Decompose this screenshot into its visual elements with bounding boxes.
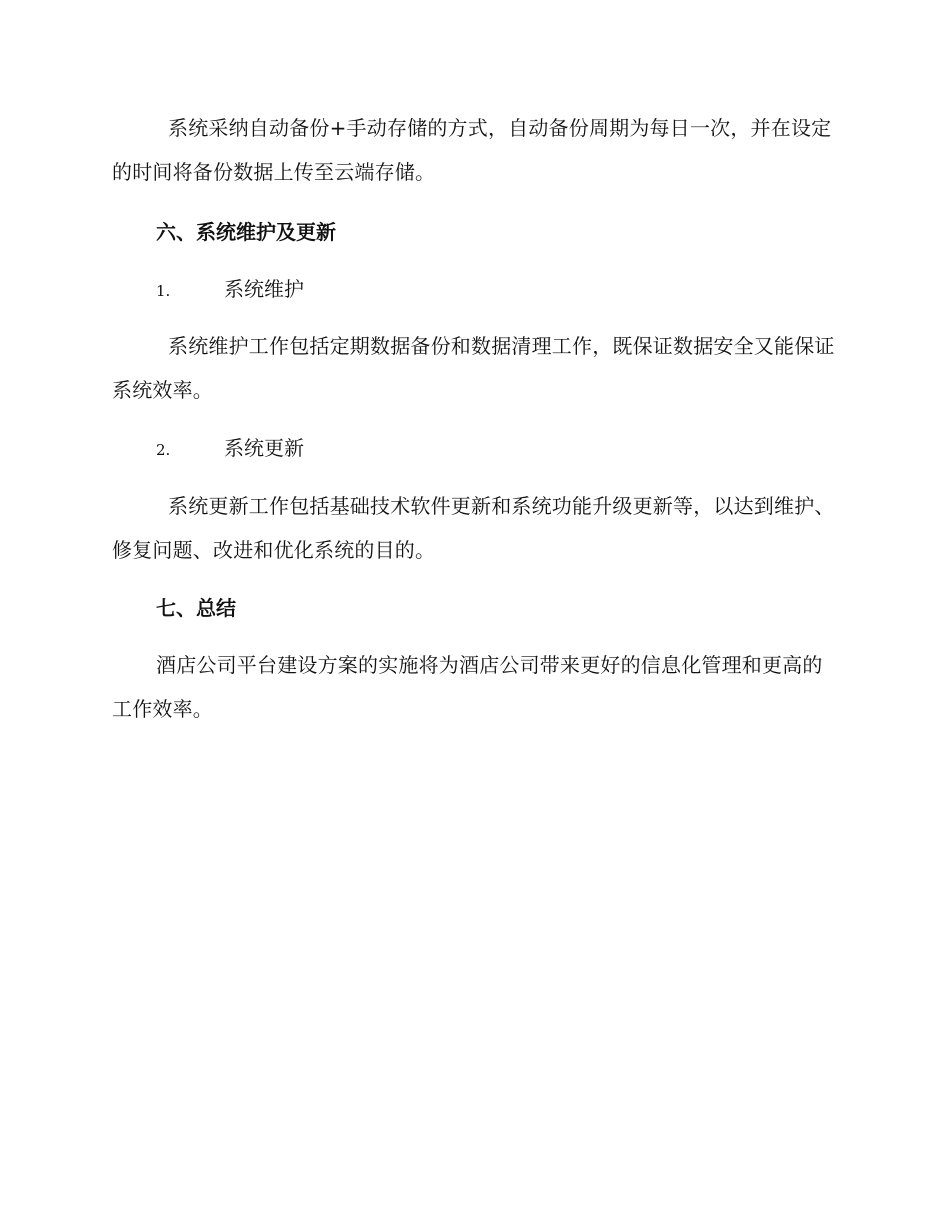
list-label: 系统维护 — [224, 277, 304, 301]
backup-paragraph: 系统采纳自动备份+手动存储的方式，自动备份周期为每日一次，并在设定的时间将备份数据上传至云端存储。 — [112, 116, 832, 184]
update-paragraph: 系统更新工作包括基础技术软件更新和系统功能升级更新等，以达到维护、修复问题、改进和优化系统的目的。 — [112, 494, 835, 562]
list-item-update — [156, 433, 304, 465]
section-heading-summary: 七、总结 — [156, 596, 236, 620]
list-number: 1. — [156, 282, 171, 300]
section-heading-maintenance-update: 六、系统维护及更新 — [156, 220, 336, 244]
summary-paragraph: 酒店公司平台建设方案的实施将为酒店公司带来更好的信息化管理和更高的工作效率。 — [112, 653, 823, 721]
maintenance-paragraph: 系统维护工作包括定期数据备份和数据清理工作，既保证数据安全又能保证系统效率。 — [112, 334, 835, 402]
list-label: 系统更新 — [224, 436, 304, 460]
list-item-maintenance — [156, 274, 304, 306]
list-number: 2. — [156, 441, 171, 459]
